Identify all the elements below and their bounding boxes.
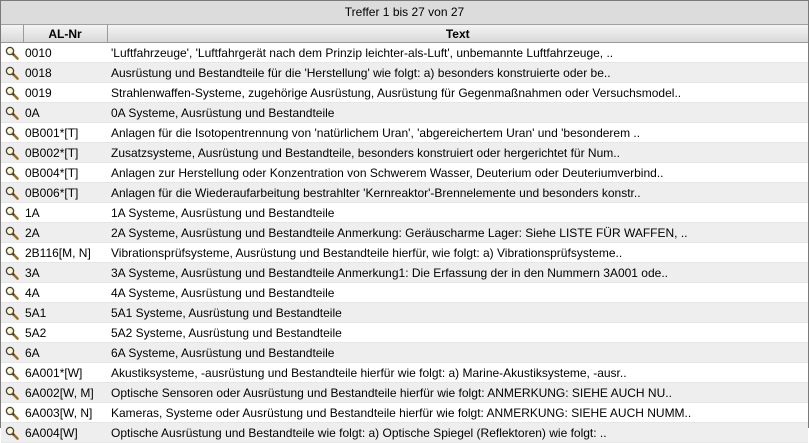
- table-row[interactable]: [1, 203, 808, 223]
- results-table: [1, 25, 808, 443]
- text-cell: Optische Sensoren oder Ausrüstung und Bestandteile hierfür wie folgt: ANMERKUNG: SIEHE AUCH NU..: [107, 383, 808, 403]
- magnifier-icon[interactable]: [5, 366, 19, 380]
- table-row[interactable]: [1, 123, 808, 143]
- magnifier-icon[interactable]: [5, 126, 19, 140]
- table-row[interactable]: [1, 63, 808, 83]
- detail-cell[interactable]: [1, 43, 23, 63]
- detail-cell[interactable]: [1, 383, 23, 403]
- magnifier-icon[interactable]: [5, 186, 19, 200]
- magnifier-icon[interactable]: [5, 166, 19, 180]
- table-row[interactable]: [1, 143, 808, 163]
- al-nr-cell[interactable]: 3A: [23, 263, 107, 283]
- magnifier-icon[interactable]: [5, 266, 19, 280]
- magnifier-icon[interactable]: [5, 66, 19, 80]
- al-nr-cell[interactable]: 6A001*[W]: [23, 363, 107, 383]
- detail-cell[interactable]: [1, 403, 23, 423]
- al-nr-cell[interactable]: 0010: [23, 43, 107, 63]
- magnifier-icon[interactable]: [5, 406, 19, 420]
- magnifier-icon[interactable]: [5, 226, 19, 240]
- text-cell: Anlagen für die Wiederaufarbeitung bestrahlter 'Kernreaktor'-Brennelemente und besonders konstr..: [107, 183, 808, 203]
- table-row[interactable]: [1, 343, 808, 363]
- al-nr-cell[interactable]: 0B001*[T]: [23, 123, 107, 143]
- detail-cell[interactable]: [1, 423, 23, 443]
- text-cell: Optische Ausrüstung und Bestandteile wie folgt: a) Optische Spiegel (Reflektoren) wie folgt: ..: [107, 423, 808, 443]
- al-nr-cell[interactable]: 0B004*[T]: [23, 163, 107, 183]
- al-nr-cell[interactable]: 6A004[W]: [23, 423, 107, 443]
- al-nr-cell[interactable]: 1A: [23, 203, 107, 223]
- text-cell: 'Luftfahrzeuge', 'Luftfahrgerät nach dem Prinzip leichter-als-Luft', unbemannte Luftfahrzeuge, ..: [107, 43, 808, 63]
- table-row[interactable]: [1, 363, 808, 383]
- table-row[interactable]: [1, 103, 808, 123]
- text-cell: 3A Systeme, Ausrüstung und Bestandteile Anmerkung1: Die Erfassung der in den Nummern 3A001 ode..: [107, 263, 808, 283]
- magnifier-icon[interactable]: [5, 206, 19, 220]
- magnifier-icon[interactable]: [5, 326, 19, 340]
- text-cell: 2A Systeme, Ausrüstung und Bestandteile Anmerkung: Geräuscharme Lager: Siehe LISTE FÜR WAFFEN, ..: [107, 223, 808, 243]
- table-row[interactable]: [1, 423, 808, 443]
- magnifier-icon[interactable]: [5, 146, 19, 160]
- detail-cell[interactable]: [1, 243, 23, 263]
- table-row[interactable]: [1, 323, 808, 343]
- table-row[interactable]: [1, 383, 808, 403]
- magnifier-icon[interactable]: [5, 46, 19, 60]
- table-header-row: [1, 25, 808, 43]
- al-nr-cell[interactable]: 2B116[M, N]: [23, 243, 107, 263]
- text-cell: Akustiksysteme, -ausrüstung und Bestandteile hierfür wie folgt: a) Marine-Akustiksysteme, -ausr..: [107, 363, 808, 383]
- text-cell: 5A1 Systeme, Ausrüstung und Bestandteile: [107, 303, 808, 323]
- text-cell: 0A Systeme, Ausrüstung und Bestandteile: [107, 103, 808, 123]
- text-cell: 4A Systeme, Ausrüstung und Bestandteile: [107, 283, 808, 303]
- table-row[interactable]: [1, 223, 808, 243]
- magnifier-icon[interactable]: [5, 386, 19, 400]
- text-cell: Zusatzsysteme, Ausrüstung und Bestandteile, besonders konstruiert oder hergerichtet für Num..: [107, 143, 808, 163]
- detail-cell[interactable]: [1, 263, 23, 283]
- text-cell: Vibrationsprüfsysteme, Ausrüstung und Bestandteile hierfür, wie folgt: a) Vibrationsprüfsysteme..: [107, 243, 808, 263]
- al-nr-cell[interactable]: 0018: [23, 63, 107, 83]
- column-header-al-nr[interactable]: AL-Nr: [23, 25, 107, 43]
- text-cell: Kameras, Systeme oder Ausrüstung und Bestandteile hierfür wie folgt: ANMERKUNG: SIEHE AUCH NUMM..: [107, 403, 808, 423]
- magnifier-icon[interactable]: [5, 426, 19, 440]
- text-cell: 5A2 Systeme, Ausrüstung und Bestandteile: [107, 323, 808, 343]
- table-row[interactable]: [1, 43, 808, 63]
- detail-cell[interactable]: [1, 63, 23, 83]
- results-caption: Treffer 1 bis 27 von 27: [1, 1, 808, 25]
- detail-cell[interactable]: [1, 283, 23, 303]
- magnifier-icon[interactable]: [5, 86, 19, 100]
- table-row[interactable]: [1, 83, 808, 103]
- detail-cell[interactable]: [1, 323, 23, 343]
- magnifier-icon[interactable]: [5, 246, 19, 260]
- detail-cell[interactable]: [1, 183, 23, 203]
- al-nr-cell[interactable]: 5A1: [23, 303, 107, 323]
- detail-cell[interactable]: [1, 143, 23, 163]
- detail-cell[interactable]: [1, 83, 23, 103]
- detail-cell[interactable]: [1, 163, 23, 183]
- text-cell: Strahlenwaffen-Systeme, zugehörige Ausrüstung, Ausrüstung für Gegenmaßnahmen oder Versuchsmodel..: [107, 83, 808, 103]
- al-nr-cell[interactable]: 2A: [23, 223, 107, 243]
- al-nr-cell[interactable]: 6A: [23, 343, 107, 363]
- al-nr-cell[interactable]: 6A002[W, M]: [23, 383, 107, 403]
- column-header-icon: [1, 25, 23, 43]
- text-cell: Anlagen zur Herstellung oder Konzentration von Schwerem Wasser, Deuterium oder Deuteriumverbind..: [107, 163, 808, 183]
- al-nr-cell[interactable]: 0019: [23, 83, 107, 103]
- table-row[interactable]: [1, 303, 808, 323]
- al-nr-cell[interactable]: 0B002*[T]: [23, 143, 107, 163]
- detail-cell[interactable]: [1, 303, 23, 323]
- magnifier-icon[interactable]: [5, 106, 19, 120]
- table-row[interactable]: [1, 263, 808, 283]
- magnifier-icon[interactable]: [5, 346, 19, 360]
- detail-cell[interactable]: [1, 203, 23, 223]
- al-nr-cell[interactable]: 4A: [23, 283, 107, 303]
- table-row[interactable]: [1, 283, 808, 303]
- al-nr-cell[interactable]: 0A: [23, 103, 107, 123]
- table-row[interactable]: [1, 183, 808, 203]
- detail-cell[interactable]: [1, 103, 23, 123]
- detail-cell[interactable]: [1, 363, 23, 383]
- text-cell: Ausrüstung und Bestandteile für die 'Herstellung' wie folgt: a) besonders konstruierte oder be..: [107, 63, 808, 83]
- magnifier-icon[interactable]: [5, 306, 19, 320]
- table-row[interactable]: [1, 163, 808, 183]
- table-row[interactable]: [1, 243, 808, 263]
- detail-cell[interactable]: [1, 223, 23, 243]
- text-cell: Anlagen für die Isotopentrennung von 'natürlichem Uran', 'abgereichertem Uran' und 'besonderem ..: [107, 123, 808, 143]
- al-nr-cell[interactable]: 5A2: [23, 323, 107, 343]
- text-cell: 6A Systeme, Ausrüstung und Bestandteile: [107, 343, 808, 363]
- detail-cell[interactable]: [1, 123, 23, 143]
- text-cell: 1A Systeme, Ausrüstung und Bestandteile: [107, 203, 808, 223]
- magnifier-icon[interactable]: [5, 286, 19, 300]
- table-row[interactable]: [1, 403, 808, 423]
- al-nr-cell[interactable]: 6A003[W, N]: [23, 403, 107, 423]
- al-nr-cell[interactable]: 0B006*[T]: [23, 183, 107, 203]
- detail-cell[interactable]: [1, 343, 23, 363]
- column-header-text[interactable]: Text: [107, 25, 808, 43]
